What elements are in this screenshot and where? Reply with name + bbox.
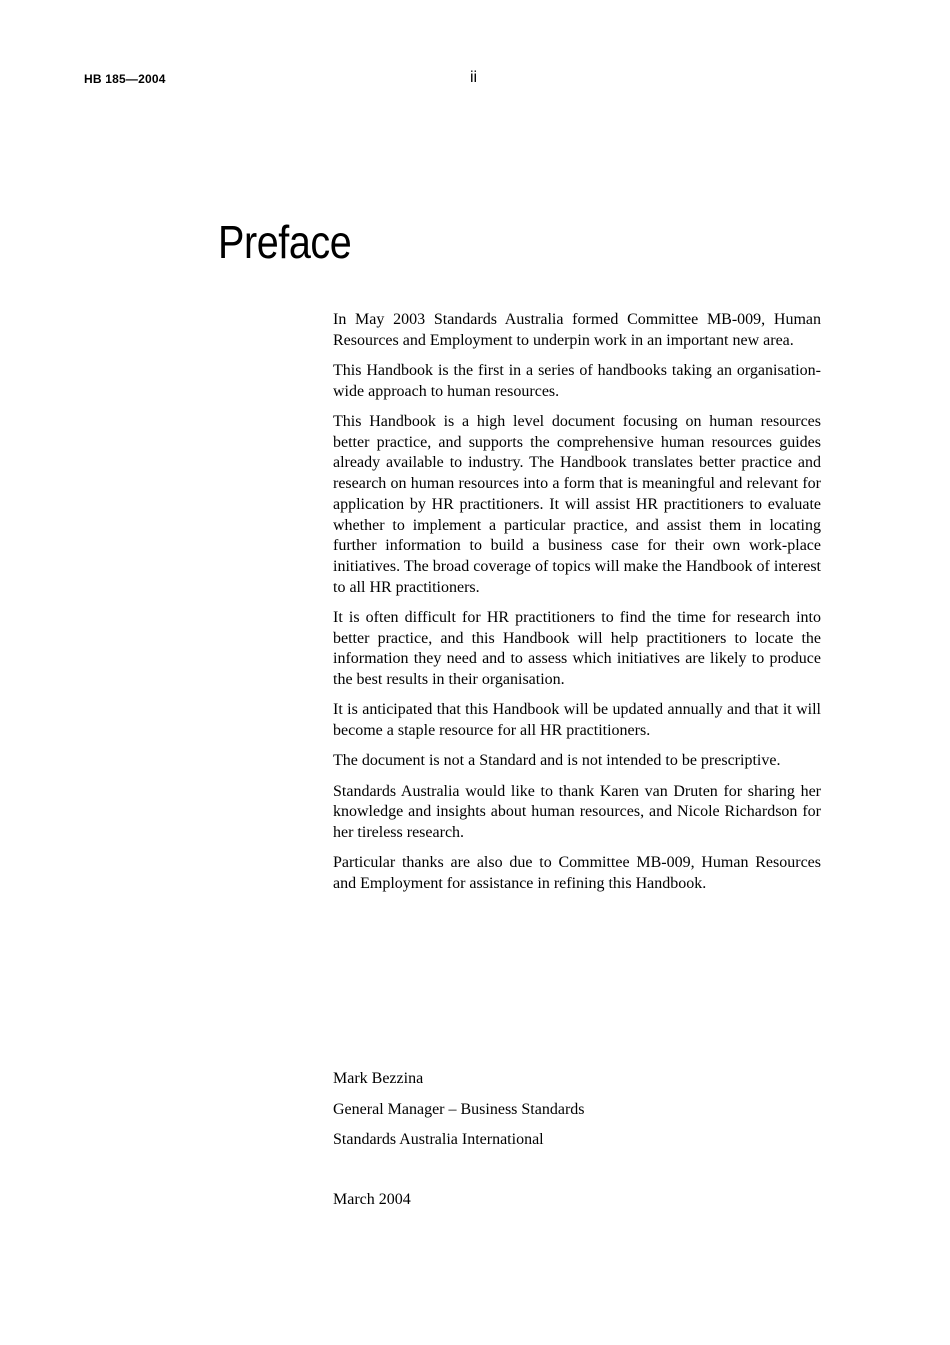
paragraph: It is often difficult for HR practitioners to find the time for research into better practice, and this Handbook will help practitioners to locate the information they need and to assess which initiatives are likely to produce the best results in their organisation. [333, 608, 821, 689]
preface-body [333, 310, 821, 904]
paragraph: Standards Australia would like to thank Karen van Druten for sharing her knowledge and insights about human resources, and Nicole Richardson for her tireless research. [333, 782, 821, 842]
signatory-position: General Manager – Business Standards [333, 1100, 585, 1118]
running-head-document-id: HB 185—2004 [84, 72, 166, 86]
paragraph: It is anticipated that this Handbook will be updated annually and that it will become a staple resource for all HR practitioners. [333, 701, 821, 740]
paragraph: In May 2003 Standards Australia formed Committee MB-009, Human Resources and Employment to underpin work in an important new area. [333, 311, 821, 349]
paragraph: This Handbook is the first in a series of handbooks taking an organisation-wide approach to human resources. [333, 362, 821, 400]
signature-block [333, 1069, 585, 1161]
signatory-name: Mark Bezzina [333, 1070, 424, 1087]
page-title: Preface [218, 216, 352, 268]
page-number: ii [470, 69, 478, 86]
signatory-organisation: Standards Australia International [333, 1131, 544, 1148]
paragraph: This Handbook is a high level document focusing on human resources better practice, and supports the comprehensive human resources guides already available to industry. The Handbook translates better practice and research on human resources into a form that is meaningful and relevant for application by HR practitioners. It will assist HR practitioners to evaluate whether to implement a particular practice, and assist them in locating further information to build a business case for their own work-place initiatives. The broad coverage of topics will make the Handbook of interest to all HR practitioners. [333, 413, 821, 596]
preface-date: March 2004 [333, 1191, 411, 1208]
paragraph: Particular thanks are also due to Committee MB-009, Human Resources and Employment for assistance in refining this Handbook. [333, 854, 821, 893]
paragraph: The document is not a Standard and is not intended to be prescriptive. [333, 752, 781, 770]
